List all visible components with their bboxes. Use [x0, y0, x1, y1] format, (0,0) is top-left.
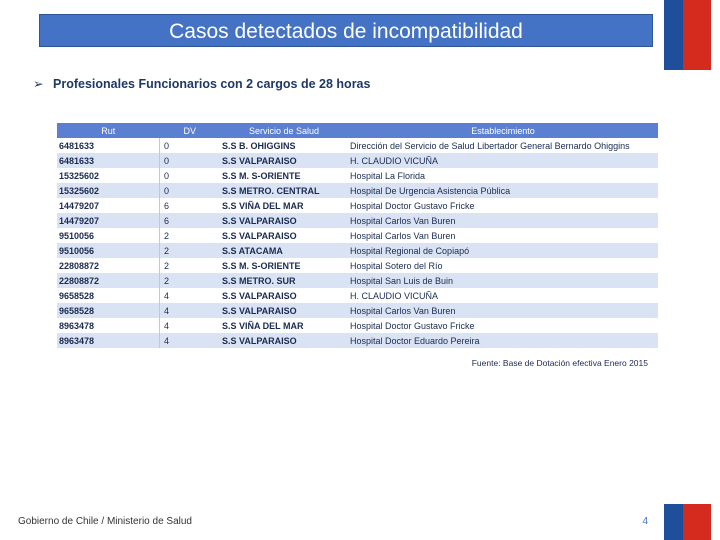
cell-dv: 0: [160, 183, 221, 198]
page-number: 4: [642, 516, 648, 527]
cell-dv: 2: [160, 228, 221, 243]
cell-establecimiento: Hospital San Luis de Buin: [348, 273, 658, 288]
source-note: Fuente: Base de Dotación efectiva Enero 2015: [471, 358, 648, 368]
cell-establecimiento: Hospital Carlos Van Buren: [348, 228, 658, 243]
bullet-text: Profesionales Funcionarios con 2 cargos de 28 horas: [53, 77, 371, 91]
table-row: [57, 153, 658, 168]
cell-servicio: S.S VALPARAISO: [220, 333, 348, 348]
cell-establecimiento: H. CLAUDIO VICUÑA: [348, 288, 658, 303]
cell-servicio: S.S VALPARAISO: [220, 213, 348, 228]
cell-establecimiento: Hospital De Urgencia Asistencia Pública: [348, 183, 658, 198]
cell-dv: 2: [160, 273, 221, 288]
cell-dv: 4: [160, 318, 221, 333]
table-row: [57, 183, 658, 198]
cell-servicio: S.S VIÑA DEL MAR: [220, 318, 348, 333]
cell-dv: 4: [160, 303, 221, 318]
cell-establecimiento: Hospital Sotero del Río: [348, 258, 658, 273]
cell-rut: 8963478: [57, 318, 160, 333]
col-header-establecimiento: Establecimiento: [348, 123, 658, 138]
table-row: [57, 168, 658, 183]
cell-establecimiento: Hospital Regional de Copiapó: [348, 243, 658, 258]
cell-rut: 14479207: [57, 213, 160, 228]
cell-dv: 0: [160, 153, 221, 168]
table-row: [57, 303, 658, 318]
cell-establecimiento: Hospital Doctor Gustavo Fricke: [348, 198, 658, 213]
cell-dv: 4: [160, 333, 221, 348]
flag-blue-band: [664, 504, 683, 540]
cell-dv: 4: [160, 288, 221, 303]
table-row: [57, 228, 658, 243]
cell-servicio: S.S ATACAMA: [220, 243, 348, 258]
table-row: [57, 243, 658, 258]
arrow-bullet-icon: ➢: [33, 77, 44, 91]
cell-servicio: S.S METRO. SUR: [220, 273, 348, 288]
cell-servicio: S.S M. S-ORIENTE: [220, 168, 348, 183]
table-row: [57, 273, 658, 288]
cell-rut: 22808872: [57, 273, 160, 288]
table-row: [57, 213, 658, 228]
cell-establecimiento: Hospital Carlos Van Buren: [348, 213, 658, 228]
cell-servicio: S.S M. S-ORIENTE: [220, 258, 348, 273]
cell-rut: 9658528: [57, 303, 160, 318]
table-row: [57, 333, 658, 348]
col-header-dv: DV: [160, 123, 221, 138]
cell-servicio: S.S VALPARAISO: [220, 303, 348, 318]
cell-servicio: S.S VALPARAISO: [220, 153, 348, 168]
chile-flag-stripe-top: [660, 0, 720, 70]
cell-servicio: S.S METRO. CENTRAL: [220, 183, 348, 198]
flag-red-band: [683, 0, 711, 70]
cell-dv: 6: [160, 198, 221, 213]
footer-organization: Gobierno de Chile / Ministerio de Salud: [18, 516, 192, 527]
cell-establecimiento: Hospital Doctor Gustavo Fricke: [348, 318, 658, 333]
cell-dv: 6: [160, 213, 221, 228]
bullet-heading: [33, 76, 370, 91]
cell-rut: 9658528: [57, 288, 160, 303]
flag-blue-band: [664, 0, 683, 70]
cell-servicio: S.S VALPARAISO: [220, 228, 348, 243]
cell-establecimiento: H. CLAUDIO VICUÑA: [348, 153, 658, 168]
cell-rut: 8963478: [57, 333, 160, 348]
cell-establecimiento: Hospital Carlos Van Buren: [348, 303, 658, 318]
table-header-row: [57, 123, 658, 138]
cell-establecimiento: Hospital La Florida: [348, 168, 658, 183]
cell-servicio: S.S VIÑA DEL MAR: [220, 198, 348, 213]
slide-title: Casos detectados de incompatibilidad: [39, 14, 653, 47]
col-header-rut: Rut: [57, 123, 160, 138]
incompatibility-table: [57, 123, 658, 348]
table-row: [57, 318, 658, 333]
cell-servicio: S.S VALPARAISO: [220, 288, 348, 303]
cell-rut: 6481633: [57, 138, 160, 153]
cell-rut: 9510056: [57, 228, 160, 243]
table-row: [57, 138, 658, 153]
cell-dv: 2: [160, 258, 221, 273]
cell-rut: 22808872: [57, 258, 160, 273]
cell-rut: 6481633: [57, 153, 160, 168]
cell-rut: 15325602: [57, 183, 160, 198]
cell-establecimiento: Dirección del Servicio de Salud Libertador General Bernardo Ohiggins: [348, 138, 658, 153]
cell-rut: 9510056: [57, 243, 160, 258]
cell-dv: 0: [160, 168, 221, 183]
cell-rut: 15325602: [57, 168, 160, 183]
cell-dv: 2: [160, 243, 221, 258]
col-header-servicio: Servicio de Salud: [220, 123, 348, 138]
table-row: [57, 258, 658, 273]
table-row: [57, 198, 658, 213]
cell-rut: 14479207: [57, 198, 160, 213]
cell-dv: 0: [160, 138, 221, 153]
table-body: [57, 138, 658, 348]
flag-red-band: [683, 504, 711, 540]
cell-servicio: S.S B. OHIGGINS: [220, 138, 348, 153]
table-row: [57, 288, 658, 303]
chile-flag-stripe-bottom: [660, 504, 720, 540]
cell-establecimiento: Hospital Doctor Eduardo Pereira: [348, 333, 658, 348]
